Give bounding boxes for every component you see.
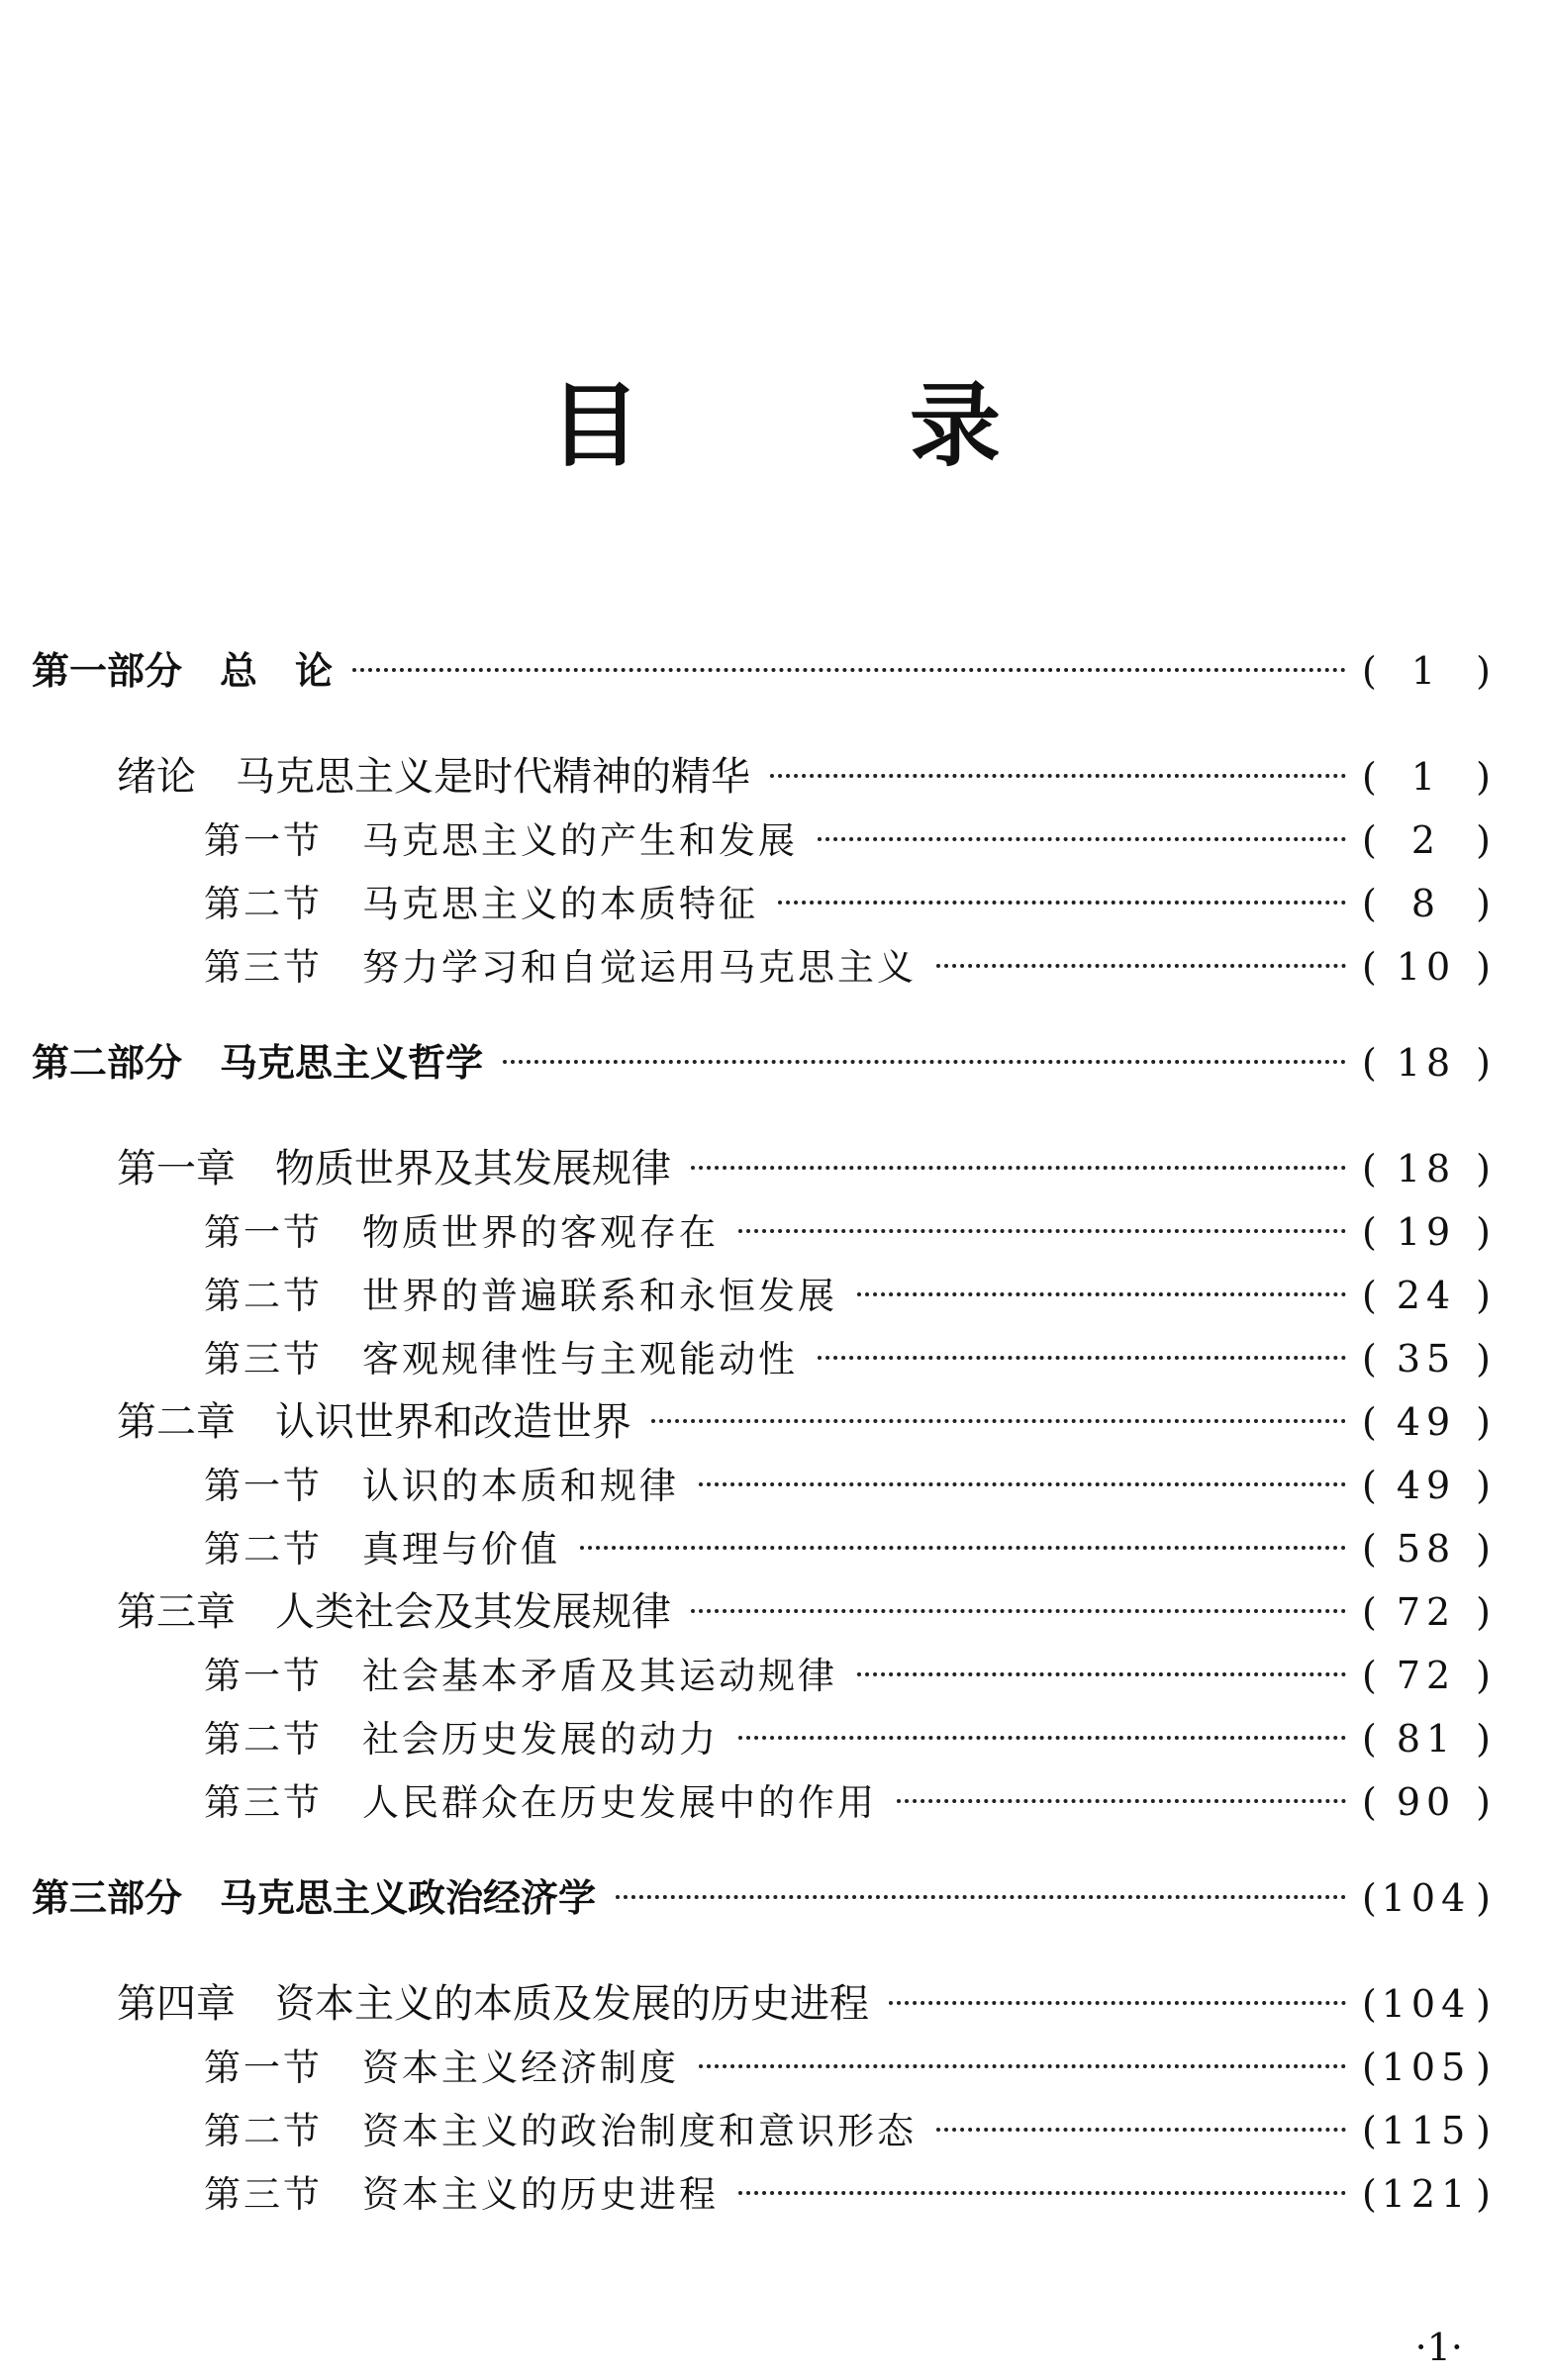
page-number-value: 104 <box>1381 1982 1472 2026</box>
toc-entry-label: 第三章 人类社会及其发展规律 <box>117 1589 671 1635</box>
toc-entry-label: 第三节 资本主义的历史进程 <box>204 2173 719 2216</box>
paren-open: ( <box>1362 2046 1377 2089</box>
paren-close: ) <box>1476 2046 1491 2089</box>
dot-leader <box>857 1672 1346 1676</box>
toc-entry-page <box>1362 1714 1491 1763</box>
dot-leader <box>936 2128 1346 2132</box>
paren-close: ) <box>1476 945 1491 989</box>
toc-entry-section[interactable] <box>204 2106 1491 2155</box>
paren-close: ) <box>1476 1147 1491 1190</box>
toc-entry-page <box>1362 1334 1491 1383</box>
toc-entry-page <box>1362 815 1491 865</box>
paren-close: ) <box>1476 1337 1491 1380</box>
page-number: ·1· <box>1414 2326 1463 2369</box>
dot-leader <box>778 901 1346 904</box>
toc-entry-page <box>1362 1038 1491 1088</box>
toc-entry-page <box>1362 1207 1491 1257</box>
toc-entry-section[interactable] <box>204 1461 1491 1510</box>
page-number-value: 115 <box>1381 2109 1472 2152</box>
paren-close: ) <box>1476 1590 1491 1634</box>
page-number-value: 35 <box>1396 1337 1457 1380</box>
dot-leader <box>857 1292 1346 1296</box>
paren-open: ( <box>1362 1041 1377 1085</box>
paren-close: ) <box>1476 2172 1491 2216</box>
page-number-value: 121 <box>1381 2172 1472 2216</box>
dot-leader <box>699 1482 1346 1486</box>
paren-close: ) <box>1476 755 1491 799</box>
paren-open: ( <box>1362 2172 1377 2216</box>
toc-entry-page <box>1362 2169 1491 2219</box>
toc-entry-label: 第三节 人民群众在历史发展中的作用 <box>204 1781 877 1824</box>
dot-leader <box>691 1166 1346 1170</box>
page-number-value: 1 <box>1410 649 1442 693</box>
dot-leader <box>580 1546 1346 1550</box>
paren-close: ) <box>1476 1464 1491 1507</box>
toc-entry-label: 第二节 世界的普遍联系和永恒发展 <box>204 1275 837 1317</box>
dot-leader <box>352 668 1346 672</box>
toc-entry-page <box>1362 2043 1491 2092</box>
page-number-value: 104 <box>1381 1876 1472 1920</box>
toc-entry-section[interactable] <box>204 1777 1491 1827</box>
paren-open: ( <box>1362 945 1377 989</box>
paren-open: ( <box>1362 1400 1377 1444</box>
dot-leader <box>818 1356 1346 1360</box>
page-number-value: 49 <box>1396 1464 1457 1507</box>
paren-open: ( <box>1362 1337 1377 1380</box>
paren-open: ( <box>1362 882 1377 925</box>
toc-entry-chapter[interactable] <box>117 752 1491 802</box>
toc-entry-part[interactable] <box>32 1038 1491 1088</box>
dot-leader <box>738 2191 1346 2195</box>
paren-open: ( <box>1362 649 1377 693</box>
dot-leader <box>503 1060 1346 1064</box>
paren-open: ( <box>1362 1717 1377 1761</box>
toc-entry-section[interactable] <box>204 1271 1491 1320</box>
toc-entry-chapter[interactable] <box>117 1587 1491 1637</box>
toc-entry-label: 第三部分 马克思主义政治经济学 <box>32 1876 597 1920</box>
paren-close: ) <box>1476 1400 1491 1444</box>
page-number-value: 72 <box>1396 1590 1457 1634</box>
toc-entry-page <box>1362 1397 1491 1447</box>
paren-open: ( <box>1362 1876 1377 1920</box>
page-number-value: 72 <box>1396 1654 1457 1697</box>
paren-open: ( <box>1362 1464 1377 1507</box>
dot-leader <box>738 1736 1346 1740</box>
dot-leader <box>738 1229 1346 1233</box>
dot-leader <box>699 2064 1346 2068</box>
toc-entry-page <box>1362 1587 1491 1637</box>
toc-entry-part[interactable] <box>32 1873 1491 1923</box>
dot-leader <box>936 964 1346 968</box>
toc-entry-page <box>1362 942 1491 992</box>
toc-entry-label: 第四章 资本主义的本质及发展的历史进程 <box>117 1981 869 2027</box>
toc-entry-section[interactable] <box>204 942 1491 992</box>
page-number-value: 8 <box>1410 882 1442 925</box>
paren-open: ( <box>1362 818 1377 862</box>
paren-close: ) <box>1476 1982 1491 2026</box>
paren-close: ) <box>1476 882 1491 925</box>
toc-entry-label: 第一节 马克思主义的产生和发展 <box>204 819 798 862</box>
paren-open: ( <box>1362 1147 1377 1190</box>
toc-entry-label: 第一节 社会基本矛盾及其运动规律 <box>204 1655 837 1697</box>
toc-entry-page <box>1362 1873 1491 1923</box>
toc-entry-label: 第二节 社会历史发展的动力 <box>204 1718 719 1761</box>
toc-entry-page <box>1362 2106 1491 2155</box>
paren-close: ) <box>1476 1654 1491 1697</box>
paren-close: ) <box>1476 1717 1491 1761</box>
page-title: 目 录 <box>548 373 1120 479</box>
toc-entry-section[interactable] <box>204 879 1491 928</box>
paren-open: ( <box>1362 1274 1377 1317</box>
toc-entry-page <box>1362 1979 1491 2029</box>
toc-entry-chapter[interactable] <box>117 1144 1491 1193</box>
toc-entry-page <box>1362 1651 1491 1700</box>
paren-open: ( <box>1362 1210 1377 1254</box>
paren-close: ) <box>1476 2109 1491 2152</box>
paren-open: ( <box>1362 1590 1377 1634</box>
paren-open: ( <box>1362 1654 1377 1697</box>
page-number-value: 19 <box>1396 1210 1457 1254</box>
toc-entry-label: 第一部分 总 论 <box>32 649 334 693</box>
dot-leader <box>897 1799 1346 1803</box>
toc-entry-section[interactable] <box>204 2043 1491 2092</box>
page-number-value: 18 <box>1396 1041 1457 1085</box>
toc-entry-label: 第二节 真理与价值 <box>204 1528 560 1571</box>
toc-entry-part[interactable] <box>32 646 1491 696</box>
toc-entry-label: 第一节 认识的本质和规律 <box>204 1465 679 1507</box>
toc-entry-label: 绪论 马克思主义是时代精神的精华 <box>117 754 750 800</box>
page-number-value: 1 <box>1410 755 1442 799</box>
toc-entry-page <box>1362 646 1491 696</box>
page-number-value: 2 <box>1410 818 1442 862</box>
toc-entry-page <box>1362 1271 1491 1320</box>
toc-entry-page <box>1362 752 1491 802</box>
dot-leader <box>691 1609 1346 1613</box>
toc-entry-section[interactable] <box>204 1651 1491 1700</box>
paren-close: ) <box>1476 1210 1491 1254</box>
paren-close: ) <box>1476 1876 1491 1920</box>
toc-entry-page <box>1362 1777 1491 1827</box>
toc-entry-section[interactable] <box>204 1714 1491 1763</box>
toc-entry-label: 第二章 认识世界和改造世界 <box>117 1399 631 1445</box>
paren-close: ) <box>1476 1274 1491 1317</box>
toc-entry-label: 第二节 马克思主义的本质特征 <box>204 883 758 925</box>
toc-entry-chapter[interactable] <box>117 1979 1491 2029</box>
paren-close: ) <box>1476 1780 1491 1824</box>
toc-entry-label: 第一节 资本主义经济制度 <box>204 2047 679 2089</box>
toc-entry-label: 第二节 资本主义的政治制度和意识形态 <box>204 2110 917 2152</box>
dot-leader <box>616 1895 1346 1899</box>
toc-entry-label: 第三节 努力学习和自觉运用马克思主义 <box>204 946 917 989</box>
toc-entry-section[interactable] <box>204 1524 1491 1573</box>
dot-leader <box>770 774 1346 778</box>
toc-entry-section[interactable] <box>204 815 1491 865</box>
page-number-value: 58 <box>1396 1527 1457 1571</box>
toc-entry-chapter[interactable] <box>117 1397 1491 1447</box>
paren-open: ( <box>1362 755 1377 799</box>
toc-entry-page <box>1362 879 1491 928</box>
page-number-value: 49 <box>1396 1400 1457 1444</box>
page-number-value: 18 <box>1396 1147 1457 1190</box>
page-number-value: 105 <box>1381 2046 1472 2089</box>
toc-entry-section[interactable] <box>204 2169 1491 2219</box>
toc-entry-label: 第二部分 马克思主义哲学 <box>32 1041 484 1085</box>
page-number-value: 10 <box>1396 945 1457 989</box>
toc-entry-page <box>1362 1524 1491 1573</box>
paren-close: ) <box>1476 649 1491 693</box>
toc-entry-section[interactable] <box>204 1334 1491 1383</box>
paren-close: ) <box>1476 1041 1491 1085</box>
dot-leader <box>818 837 1346 841</box>
page-number-value: 81 <box>1396 1717 1457 1761</box>
paren-open: ( <box>1362 2109 1377 2152</box>
dot-leader <box>651 1419 1346 1423</box>
paren-close: ) <box>1476 818 1491 862</box>
paren-close: ) <box>1476 1527 1491 1571</box>
paren-open: ( <box>1362 1527 1377 1571</box>
dot-leader <box>889 2001 1346 2005</box>
toc-entry-page <box>1362 1461 1491 1510</box>
toc-entry-label: 第一章 物质世界及其发展规律 <box>117 1146 671 1191</box>
paren-open: ( <box>1362 1780 1377 1824</box>
toc-entry-label: 第三节 客观规律性与主观能动性 <box>204 1338 798 1380</box>
page-number-value: 24 <box>1396 1274 1457 1317</box>
toc-entry-label: 第一节 物质世界的客观存在 <box>204 1211 719 1254</box>
paren-open: ( <box>1362 1982 1377 2026</box>
page-number-value: 90 <box>1396 1780 1457 1824</box>
toc-entry-page <box>1362 1144 1491 1193</box>
toc-entry-section[interactable] <box>204 1207 1491 1257</box>
